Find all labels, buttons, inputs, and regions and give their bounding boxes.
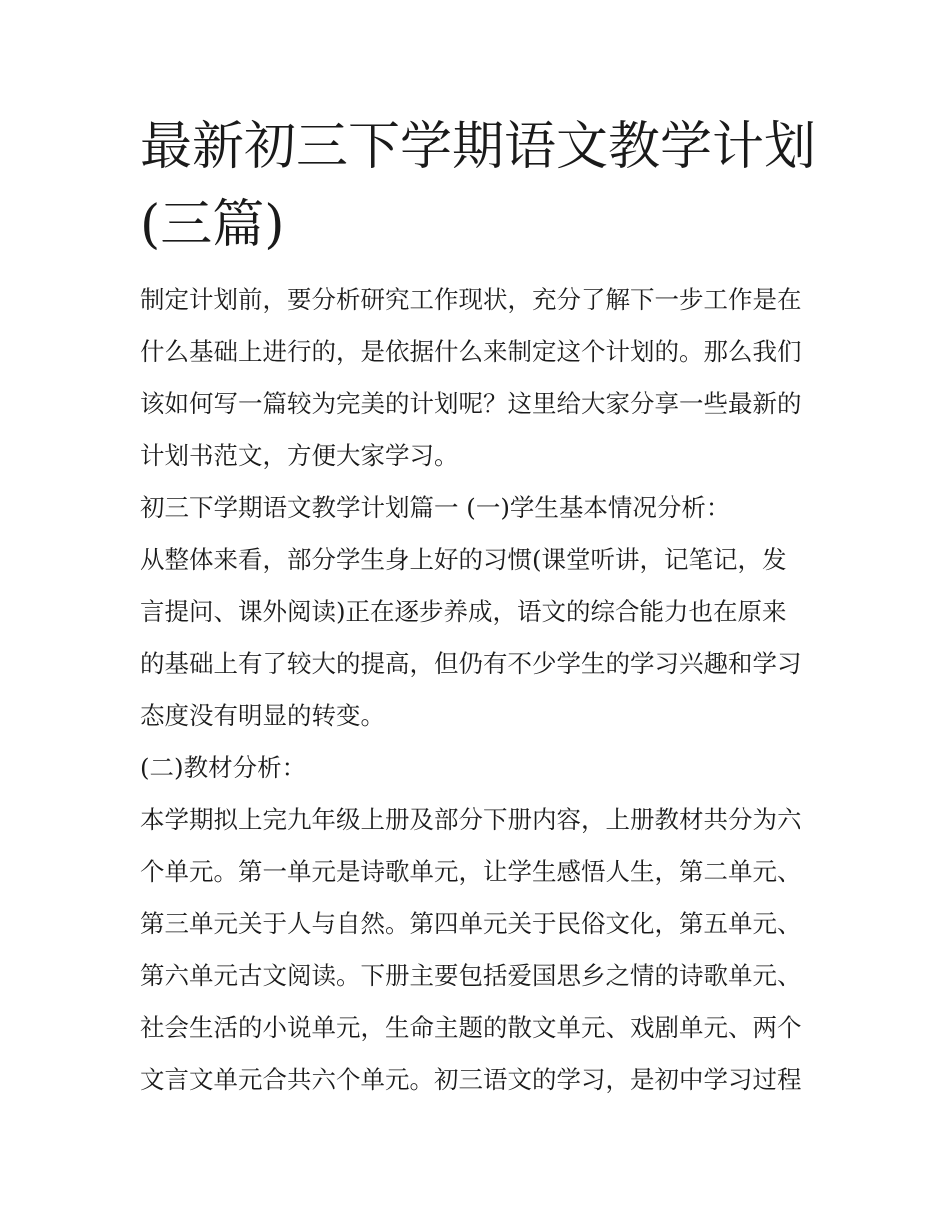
text-line: 第六单元古文阅读。下册主要包括爱国思乡之情的诗歌单元、 bbox=[140, 961, 802, 990]
textbook-analysis-paragraph bbox=[140, 794, 812, 1106]
document-body bbox=[140, 108, 817, 1106]
document-title bbox=[140, 108, 817, 264]
text-line: 的基础上有了较大的提高，但仍有不少学生的学习兴趣和学习 bbox=[140, 649, 802, 678]
text-line: 初三下学期语文教学计划篇一 (一)学生基本情况分析： bbox=[140, 493, 731, 522]
text-line: 该如何写一篇较为完美的计划呢？这里给大家分享一些最新的 bbox=[140, 389, 802, 418]
text-line: 态度没有明显的转变。 bbox=[140, 701, 385, 730]
student-analysis-paragraph bbox=[140, 534, 812, 742]
text-line: 第三单元关于人与自然。第四单元关于民俗文化，第五单元、 bbox=[140, 909, 802, 938]
section-heading-student-analysis bbox=[140, 482, 812, 534]
text-line: 从整体来看，部分学生身上好的习惯(课堂听讲，记笔记，发 bbox=[140, 545, 787, 574]
text-line: 制定计划前，要分析研究工作现状，充分了解下一步工作是在 bbox=[140, 285, 802, 314]
text-line: 本学期拟上完九年级上册及部分下册内容，上册教材共分为六 bbox=[140, 805, 802, 834]
section-heading-textbook-analysis bbox=[140, 742, 812, 794]
text-line: 计划书范文，方便大家学习。 bbox=[140, 441, 459, 470]
text-line: (二)教材分析： bbox=[140, 753, 307, 782]
text-line: 社会生活的小说单元，生命主题的散文单元、戏剧单元、两个 bbox=[140, 1013, 802, 1042]
text-line: 什么基础上进行的，是依据什么来制定这个计划的。那么我们 bbox=[140, 337, 802, 366]
intro-paragraph bbox=[140, 274, 812, 482]
title-line: (三篇) bbox=[140, 195, 285, 255]
title-line: 最新初三下学期语文教学计划 bbox=[140, 117, 817, 177]
text-line: 个单元。第一单元是诗歌单元，让学生感悟人生，第二单元、 bbox=[140, 857, 802, 886]
text-line: 言提问、课外阅读)正在逐步养成，语文的综合能力也在原来 bbox=[140, 597, 787, 626]
text-line: 文言文单元合共六个单元。初三语文的学习，是初中学习过程 bbox=[140, 1065, 802, 1094]
